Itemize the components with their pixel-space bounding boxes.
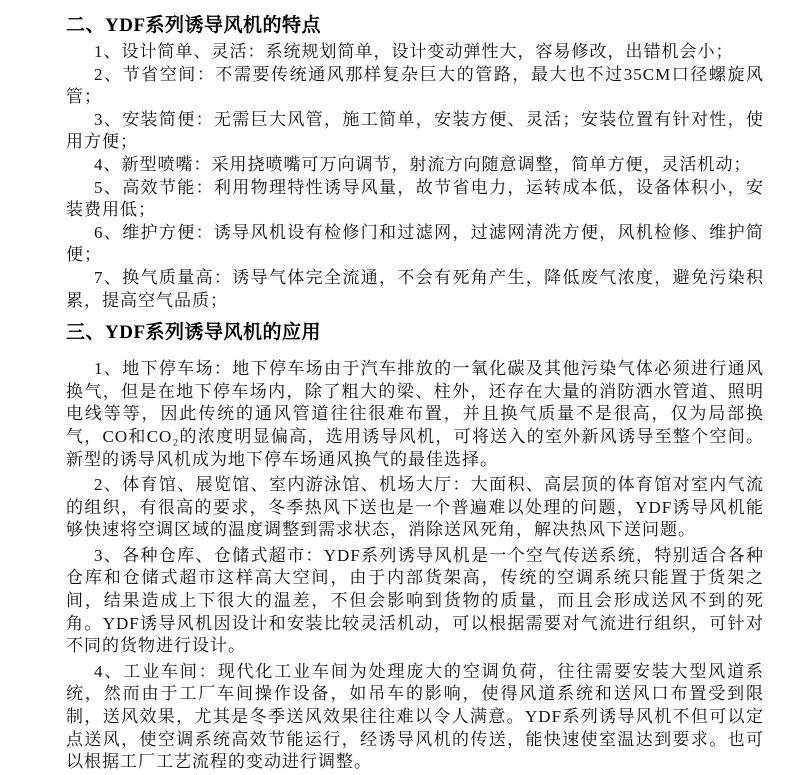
- application-item-4: 4、工业车间：现代化工业车间为处理庞大的空调负荷，往往需要安装大型风道系统，然而由于工厂车间操作设备，如吊车的影响，使得风道系统和送风口布置受到限制，送风效果，尤其是冬季送风效果往往难以令人满意。YDF系列诱导风机不但可以定点送风，使空调系统高效节能运行，经诱导风机的传送，能快速使室温达到要求。也可以根据工厂工艺流程的变动进行调整。: [66, 661, 764, 772]
- feature-item-2: 2、节省空间：不需要传统通风那样复杂巨大的管路，最大也不过35CM口径螺旋风管；: [66, 64, 764, 107]
- application-item-2: 2、体育馆、展览馆、室内游泳馆、机场大厅：大面积、高层顶的体育馆对室内气流的组织，有很高的要求，冬季热风下送也是一个普遍难以处理的问题，YDF诱导风机能够快速将空调区域的温度调整到需求状态，消除送风死角，解决热风下送问题。: [66, 475, 764, 540]
- application-item-1: 1、地下停车场：地下停车场由于汽车排放的一氧化碳及其他污染气体必须进行通风换气，但是在地下停车场内，除了粗大的梁、柱外，还存在大量的消防洒水管道、照明电线等等，因此传统的通风管道往往很难布置，并且换气质量不是很高，仅为局部换气，CO和CO₂的浓度明显偏高，选用诱导风机，可将送入的室外新风诱导至整个空间。新型的诱导风机成为地下停车场通风换气的最佳选择。: [66, 359, 764, 469]
- feature-item-6: 6、维护方便：诱导风机设有检修门和过滤网，过滤网清洗方便，风机检修、维护简便；: [66, 222, 764, 265]
- section-applications: [66, 320, 764, 774]
- feature-item-3: 3、安装简便：无需巨大风管，施工简单，安装方便、灵活；安装位置有针对性，使用方便；: [66, 109, 764, 152]
- feature-item-4: 4、新型喷嘴：采用挠喷嘴可万向调节，射流方向随意调整，简单方便，灵活机动；: [94, 154, 752, 174]
- feature-item-7: 7、换气质量高：诱导气体完全流通，不会有死角产生，降低废气浓度，避免污染积累，提高空气品质；: [66, 267, 764, 310]
- section-features: [66, 13, 764, 312]
- application-item-3: 3、各种仓库、仓储式超市：YDF系列诱导风机是一个空气传送系统，特别适合各种仓库和仓储式超市这样高大空间，由于内部货架高，传统的空调系统只能置于货架之间，结果造成上下很大的温差，不但会影响到货物的质量，而且会形成送风不到的死角。YDF诱导风机因设计和安装比较灵活机动，可以根据需要对气流进行组织，可针对不同的货物进行设计。: [66, 545, 764, 656]
- feature-item-5: 5、高效节能：利用物理特性诱导风量，故节省电力，运转成本低，设备体积小，安装费用低；: [66, 177, 764, 220]
- section-heading-applications: 三、YDF系列诱导风机的应用: [66, 322, 322, 344]
- feature-item-1: 1、设计简单、灵活：系统规划简单，设计变动弹性大，容易修改，出错机会小；: [94, 42, 734, 61]
- section-heading-features: 二、YDF系列诱导风机的特点: [66, 15, 322, 36]
